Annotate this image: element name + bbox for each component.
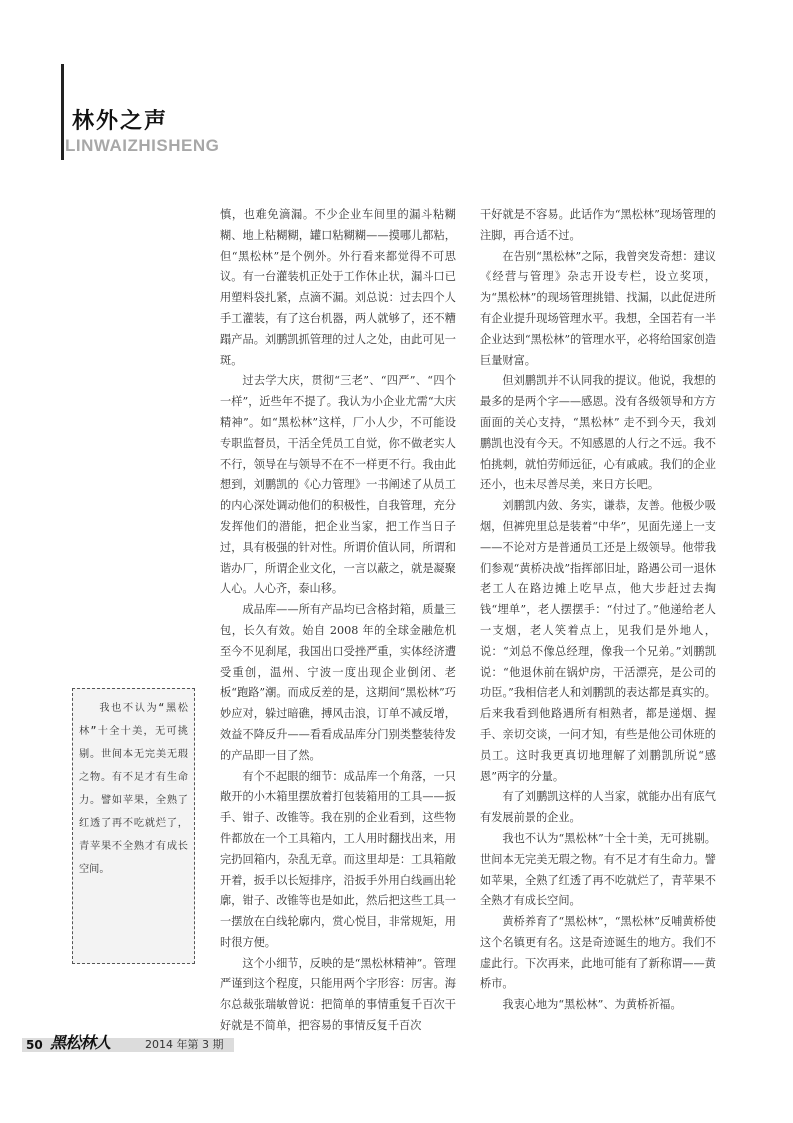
section-subtitle: LINWAIZHISHENG [65,136,220,155]
article-paragraph: 在告别“黑松林”之际，我曾突发奇想：建议《经营与管理》杂志开设专栏，设立奖项，为“黑松林”的现场管理挑错、找漏，以此促进所有企业提升现场管理水平。我想，全国若有一半企业达到“黑松林”的管理水平，必将给国家创造巨量财富。 [480,249,716,367]
article-paragraph: 成品库——所有产品均已含格封箱，质量三包，长久有效。始自 2008 年的全球金融危机至今不见刹尾，我国出口受挫严重，实体经济遭受重创，温州、宁波一度出现企业倒闭、老板“跑路”潮。而成反差的是，这期间“黑松林”巧妙应对，躲过暗礁，搏风击浪，订单不减反增，效益不降反升——看看成品库分门别类整装待发的产品即一目了然。 [220,603,456,762]
article-paragraph: 有了刘鹏凯这样的人当家，就能办出有底气有发展前景的企业。 [480,790,716,825]
article-paragraph: 我衷心地为“黑松林”、为黄桥祈福。 [502,998,682,1012]
section-title: 林外之声 [72,109,169,134]
article-paragraph: 有个不起眼的细节：成品库一个角落，一只敞开的小木箱里摆放着打包装箱用的工具——扳手、钳子、改锥等。我在别的企业看到，这些物件都放在一个工具箱内，工人用时翻找出来，用完扔回箱内，杂乱无章。而这里却是：工具箱敞开着，扳手以长短排序，沿扳手外用白线画出轮廓，钳子、改锥等也是如此，然后把这些工具一一摆放在白线轮廓内，赏心悦目，非常规矩，用时很方便。 [220,769,456,949]
article-paragraph: 但刘鹏凯并不认同我的提议。他说，我想的最多的是两个字——感恩。没有各级领导和方方面面的关心支持，“黑松林” 走不到今天，我刘鹏凯也没有今天。不知感恩的人行之不远。我不怕挑刺，就怕劳师远征，心有戚戚。我们的企业还小，也未尽善尽美，来日方长吧。 [480,374,716,492]
pull-quote-text: 我也不认为“黑松林”十全十美，无可挑剔。世间本无完美无瑕之物。有不足才有生命力。譬如苹果，全熟了红透了再不吃就烂了，青苹果不全熟才有成长空间。 [79,703,188,875]
page-number: 50 [26,1038,43,1052]
article-paragraph: 干好就是不容易。此话作为“黑松林”现场管理的注脚，再合适不过。 [480,208,716,242]
header-accent-bar [61,64,64,160]
article-paragraph: 我也不认为“黑松林”十全十美，无可挑剔。世间本无完美无瑕之物。有不足才有生命力。譬如苹果，全熟了红透了再不吃就烂了，青苹果不全熟才有成长空间。 [480,831,716,908]
article-paragraph: 黄桥养育了“黑松林”，“黑松林”反哺黄桥使这个名镇更有名。这是奇迹诞生的地方。我们不虚此行。下次再来，此地可能有了新称谓——黄桥市。 [480,915,716,991]
issue-label: 2014 年第 3 期 [145,1038,224,1051]
article-paragraph: 慎，也难免滴漏。不少企业车间里的漏斗粘糊糊、地上粘糊糊，罐口粘糊糊——摸哪儿都粘，但“黑松林”是个例外。外行看来都觉得不可思议。有一台灌装机正处于工作休止状，漏斗口已用塑料袋扎紧，点滴不漏。刘总说：过去四个人手工灌装，有了这台机器，两人就够了，还不糟蹋产品。刘鹏凯抓管理的过人之处，由此可见一斑。 [220,208,456,367]
article-left-column [220,205,456,1037]
article-paragraph: 过去学大庆，贯彻“三老”、“四严”、“四个一样”，近些年不提了。我认为小企业尤需“大庆精神”。如“黑松林”这样，厂小人少，不可能设专职监督员，干活全凭员工自觉，你不做老实人不行，领导在与领导不在不一样更不行。我由此想到，刘鹏凯的《心力管理》一书阐述了从员工的内心深处调动他们的积极性，自我管理，充分发挥他们的潜能，把企业当家，把工作当日子过，具有极强的针对性。所谓价值认同，所谓和谐办厂，所谓企业文化，一言以蔽之，就是凝聚人心。人心齐，泰山移。 [220,374,456,596]
pull-quote [79,697,188,957]
pull-quote-box [72,688,195,964]
page-footer [0,1033,793,1056]
article-paragraph: 刘鹏凯内敛、务实，谦恭，友善。他极少吸烟，但裤兜里总是装着“中华”，见面先递上一支——不论对方是普通员工还是上级领导。他带我们参观“黄桥决战”指挥部旧址，路遇公司一退休老工人在路边摊上吃早点，他大步赶过去掏钱“埋单”，老人摆摆手：“付过了。”他递给老人一支烟，老人笑着点上，见我们是外地人，说：“刘总不像总经理，像我一个兄弟。”刘鹏凯说：“他退休前在锅炉房，干活漂亮，是公司的功臣。”我相信老人和刘鹏凯的表达都是真实的。后来我看到他路遇所有相熟者，都是递烟、握手、亲切交谈，一问才知，有些是他公司休班的员工。这时我更真切地理解了刘鹏凯所说“感恩”两字的分量。 [480,499,716,783]
article-right-column [480,205,716,1016]
magazine-logo: 黑松林人 [50,1033,111,1052]
article-paragraph: 这个小细节，反映的是“黑松林精神”。管理严谨到这个程度，只能用两个字形容：厉害。海尔总裁张瑞敏曾说：把简单的事情重复千百次干好就是不简单，把容易的事情反复千百次 [220,956,456,1033]
